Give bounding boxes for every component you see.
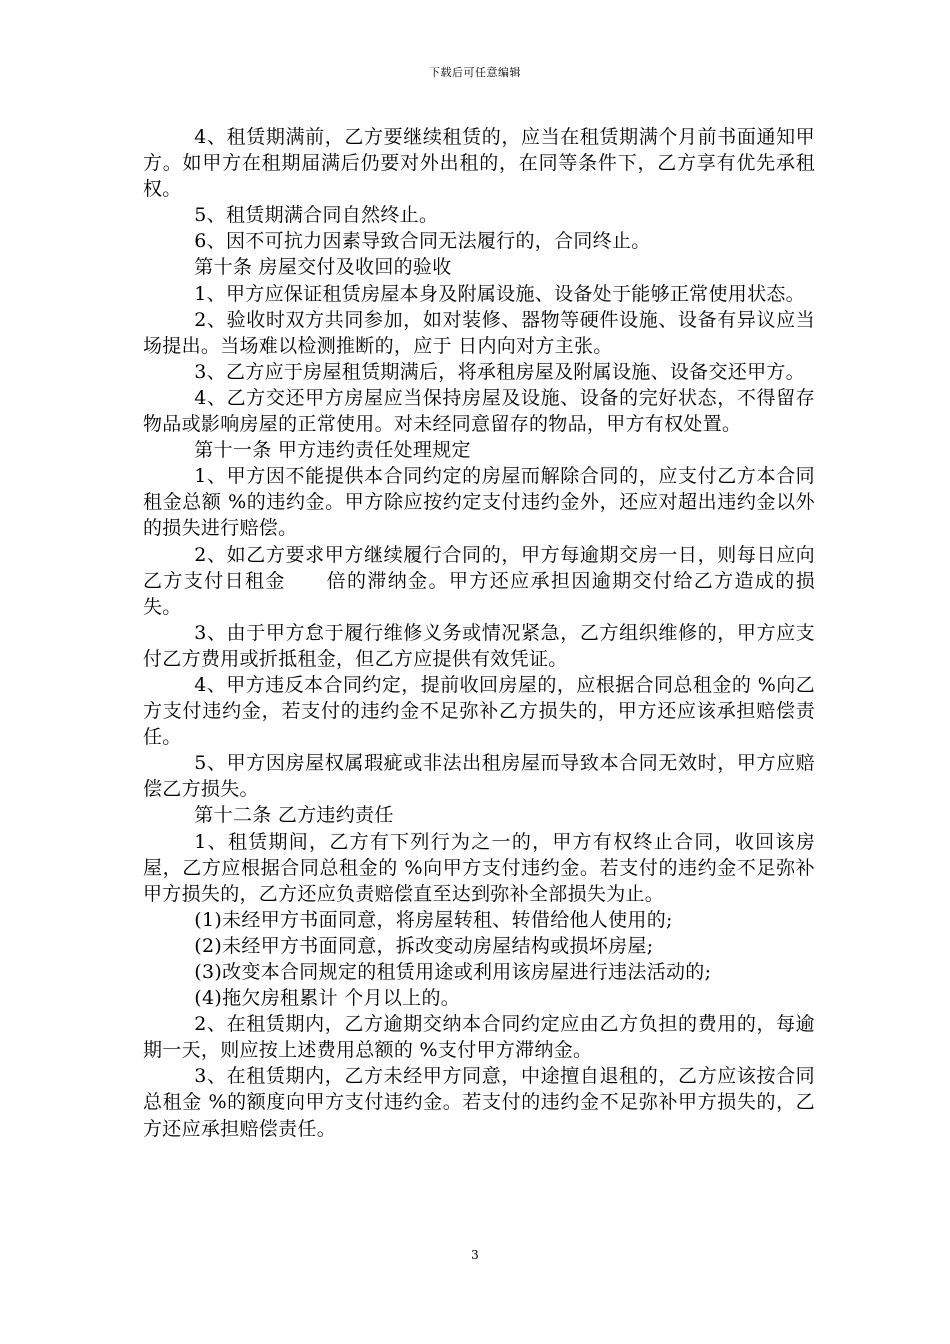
section-heading: 第十二条 乙方违约责任 xyxy=(194,804,394,827)
list-item: (3)改变本合同规定的租赁用途或利用该房屋进行违法活动的; xyxy=(194,961,712,983)
paragraph: 1、甲方因不能提供本合同约定的房屋而解除合同的，应支付乙方本合同租金总额 %的违约金。甲方除应按约定支付违约金外，还应对超出违约金以外的损失进行赔偿。 xyxy=(143,465,815,540)
paragraph: 3、乙方应于房屋租赁期满后，将承租房屋及附属设施、设备交还甲方。 xyxy=(194,360,805,383)
paragraph: 6、因不可抗力因素导致合同无法履行的，合同终止。 xyxy=(194,230,651,253)
page-header: 下载后可任意编辑 xyxy=(429,66,521,79)
list-item: (4)拖欠房租累计 个月以上的。 xyxy=(194,987,461,1010)
paragraph: 1、甲方应保证租赁房屋本身及附属设施、设备处于能够正常使用状态。 xyxy=(194,282,805,305)
paragraph: 4、乙方交还甲方房屋应当保持房屋及设施、设备的完好状态，不得留存物品或影响房屋的正常使用。对未经同意留存的物品，甲方有权处置。 xyxy=(143,386,815,436)
paragraph: 5、租赁期满合同自然终止。 xyxy=(194,204,439,227)
paragraph: 5、甲方因房屋权属瑕疵或非法出租房屋而导致本合同无效时，甲方应赔偿乙方损失。 xyxy=(143,752,815,801)
list-item: (1)未经甲方书面同意，将房屋转租、转借给他人使用的; xyxy=(194,908,673,931)
paragraph: 4、甲方违反本合同约定，提前收回房屋的，应根据合同总租金的 %向乙方支付违约金，若支付的违约金不足弥补乙方损失的，甲方还应该承担赔偿责任。 xyxy=(143,673,815,749)
paragraph: 1、租赁期间，乙方有下列行为之一的，甲方有权终止合同，收回该房屋，乙方应根据合同总租金的 %向甲方支付违约金。若支付的违约金不足弥补甲方损失的，乙方还应负责赔偿直至达到弥补全部损失为止。 xyxy=(143,830,815,905)
paragraph: 3、在租赁期内，乙方未经甲方同意，中途擅自退租的，乙方应该按合同总租金 %的额度向甲方支付违约金。若支付的违约金不足弥补甲方损失的，乙方还应承担赔偿责任。 xyxy=(143,1065,815,1140)
paragraph: 2、在租赁期内，乙方逾期交纳本合同约定应由乙方负担的费用的，每逾期一天，则应按上述费用总额的 %支付甲方滞纳金。 xyxy=(143,1013,815,1062)
paragraph: 3、由于甲方怠于履行维修义务或情况紧急，乙方组织维修的，甲方应支付乙方费用或折抵租金，但乙方应提供有效凭证。 xyxy=(143,621,815,670)
document-body xyxy=(143,124,815,1142)
list-item: (2)未经甲方书面同意，拆改变动房屋结构或损坏房屋; xyxy=(194,934,654,957)
page-number: 3 xyxy=(471,1248,479,1262)
paragraph: 2、验收时双方共同参加，如对装修、器物等硬件设施、设备有异议应当场提出。当场难以检测推断的，应于 日内向对方主张。 xyxy=(143,308,815,357)
section-heading: 第十条 房屋交付及收回的验收 xyxy=(194,256,452,279)
paragraph: 4、租赁期满前，乙方要继续租赁的，应当在租赁期满个月前书面通知甲方。如甲方在租期届满后仍要对外出租的，在同等条件下，乙方享有优先承租权。 xyxy=(143,126,815,201)
paragraph: 2、如乙方要求甲方继续履行合同的，甲方每逾期交房一日，则每日应向乙方支付日租金 倍的滞纳金。甲方还应承担因逾期交付给乙方造成的损失。 xyxy=(143,543,815,618)
section-heading: 第十一条 甲方违约责任处理规定 xyxy=(194,439,471,462)
